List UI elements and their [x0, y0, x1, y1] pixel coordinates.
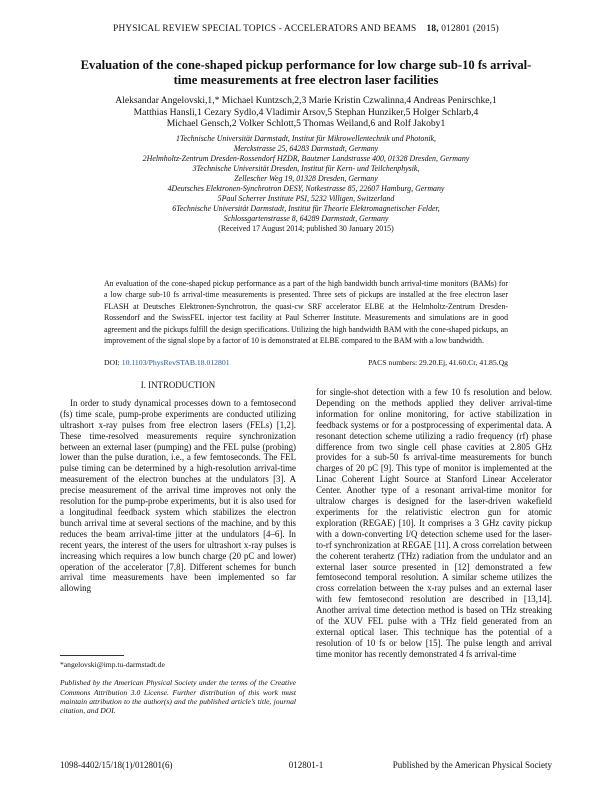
footnote-area	[60, 655, 296, 715]
author-line: Matthias Hansli,1 Cezary Sydlo,4 Vladimir Arsov,5 Stephan Hunziker,5 Holger Schlarb,4	[133, 106, 479, 118]
pacs-numbers: PACS numbers: 29.20.Ej, 41.60.Cr, 41.85.Qg	[368, 358, 508, 367]
received-date: (Received 17 August 2014; published 30 January 2015)	[218, 224, 394, 233]
affiliation-line: Zellescher Weg 19, 01328 Dresden, Germany	[234, 174, 378, 183]
author-list	[70, 95, 542, 130]
journal-name: PHYSICAL REVIEW SPECIAL TOPICS - ACCELERATORS AND BEAMS	[113, 24, 417, 34]
affiliation-list	[70, 134, 542, 234]
doi-line	[104, 358, 508, 367]
page-footer	[60, 760, 552, 770]
running-header	[60, 24, 552, 34]
page-number: 012801-1	[288, 760, 324, 770]
affiliation-line: 2Helmholtz-Zentrum Dresden-Rossendorf HZDR, Bautzner Landstrasse 400, 01328 Dresden, Germany	[142, 154, 470, 163]
intro-paragraph-right: for single-shot detection with a few 10 fs resolution and below. Depending on the methods applied they deliver arrival-time information for online monitoring, for active stabilization in feedback systems or for a postprocessing of experimental data. A resonant detection scheme utilizing a radio frequency (rf) phase difference from two single cell phase cavities at 2.805 GHz provides for a sub-50 fs arrival-time measurements for bunch charges of 20 pC [9]. This type of monitor is implemented at the Linac Coherent Light Source at Stanford Linear Accelerator Center. Another type of a resonant arrival-time monitor for ultralow charges is designed for the laser-driven wakefield experiments for the relativistic electron gun for atomic exploration (REGAE) [10]. It comprises a 3 GHz cavity pickup with a down-converting I/Q detection scheme used for the laser-to-rf synchronization at REGAE [11]. A cross correlation between the coherent terahertz (THz) radiation from the undulator and an external laser source presented in [12] demonstrated a few femtosecond temporal resolution. A similar scheme utilizes the cross correlation between the x-ray pulses and an external laser with few femtosecond resolution are described in [13,14]. Another arrival time detection method is based on THz streaking of the XUV FEL pulse with a THz field generated from an external optical laser. This technique has the potential of a resolution of 10 fs or below [15]. The pulse length and arrival time monitor has recently demonstrated 4 fs arrival-time	[316, 387, 552, 659]
doi-link[interactable]: 10.1103/PhysRevSTAB.18.012801	[121, 358, 230, 367]
affiliation-line: 1Technische Universität Darmstadt, Institut für Mikrowellentechnik und Photonik,	[176, 134, 436, 143]
affiliation-line: 6Technische Universität Darmstadt, Institut für Theorie Elektromagnetischer Felder,	[172, 204, 440, 213]
author-line: Aleksandar Angelovski,1,* Michael Kuntzsch,2,3 Marie Kristin Czwalinna,4 Andreas Penirschke,1	[115, 95, 497, 106]
volume-number: 18,	[426, 24, 439, 34]
abstract: An evaluation of the cone-shaped pickup performance as a part of the high bandwidth bunch arrival-time monitors (BAMs) for a low charge sub-10 fs arrival-time measurements is presented. Three sets of pickups are installed at the free electron laser FLASH at Deutsches Elektronen-Synchrotron, the quasi-cw SRF accelerator ELBE at the Helmholtz-Zentrum Dresden-Rossendorf and the SwissFEL injector test facility at Paul Scherrer Institute. Measurements and simulations are in good agreement and the pickups fulfill the design specifications. Utilizing the high bandwidth BAM with the cone-shaped pickups, an improvement of the signal slope by a factor of 10 is demonstrated at ELBE compared to the BAM with a low bandwidth.	[104, 279, 508, 346]
section-heading: I. INTRODUCTION	[140, 380, 216, 390]
author-email[interactable]: *angelovski@imp.tu-darmstadt.de	[60, 660, 165, 669]
right-column	[316, 387, 552, 660]
affiliation-line: Schlossgartenstrasse 8, 64289 Darmstadt, Germany	[223, 214, 389, 223]
footnote-rule	[60, 655, 124, 656]
license-notice: Published by the American Physical Society under the terms of the Creative Commons Attribution 3.0 License. Further distribution of this work must maintain attribution to the author(s) and the published article’s title, journal citation, and DOI.	[60, 678, 296, 716]
doi-label: DOI:	[104, 358, 120, 367]
intro-paragraph-left: In order to study dynamical processes down to a femtosecond (fs) time scale, pump-probe experiments are conducted utilizing ultrashort x-ray pulses from free electron lasers (FELs) [1,2]. These time-resolved measurements require synchronization between an external laser (pumping) and the FEL pulse (probing) lower than the pulse duration, i.e., a few femtoseconds. The FEL pulse timing can be determined by a high-resolution arrival-time measurement of the electron bunches at the undulators [3]. A precise measurement of the arrival time improves not only the resolution for the pump-probe experiments, but it is also used for a longitudinal feedback system which stabilizes the electron bunch arrival time at several sections of the machine, and by this reduces the beam arrival-time jitter at the undulators [4–6]. In recent years, the interest of the users for ultrashort x-ray pulses is increasing which requires a low bunch charge (20 pC and lower) operation of the accelerator [7,8]. Different schemes for bunch arrival time measurements have been implemented so far allowing	[60, 397, 296, 594]
footer-issn: 1098-4402/15/18(1)/012801(6)	[60, 760, 173, 770]
paper-title: Evaluation of the cone-shaped pickup performance for low charge sub-10 fs arrival-time measurements at free electron laser facilities	[80, 58, 532, 87]
footer-publisher: Published by the American Physical Society	[392, 760, 552, 770]
affiliation-line: Merckstrasse 25, 64283 Darmstadt, Germany	[233, 144, 379, 153]
author-line: Michael Gensch,2 Volker Schlott,5 Thomas Weiland,6 and Rolf Jakoby1	[166, 118, 446, 130]
affiliation-line: 3Technische Universität Dresden, Institut für Kern- und Teilchenphysik,	[192, 164, 420, 173]
left-column	[60, 380, 296, 594]
affiliation-line: 4Deutsches Elektronen-Synchrotron DESY, Notkestrasse 85, 22607 Hamburg, Germany	[167, 184, 445, 193]
article-number: 012801 (2015)	[441, 24, 499, 34]
affiliation-line: 5Paul Scherrer Institute PSI, 5232 Villigen, Switzerland	[217, 194, 395, 203]
